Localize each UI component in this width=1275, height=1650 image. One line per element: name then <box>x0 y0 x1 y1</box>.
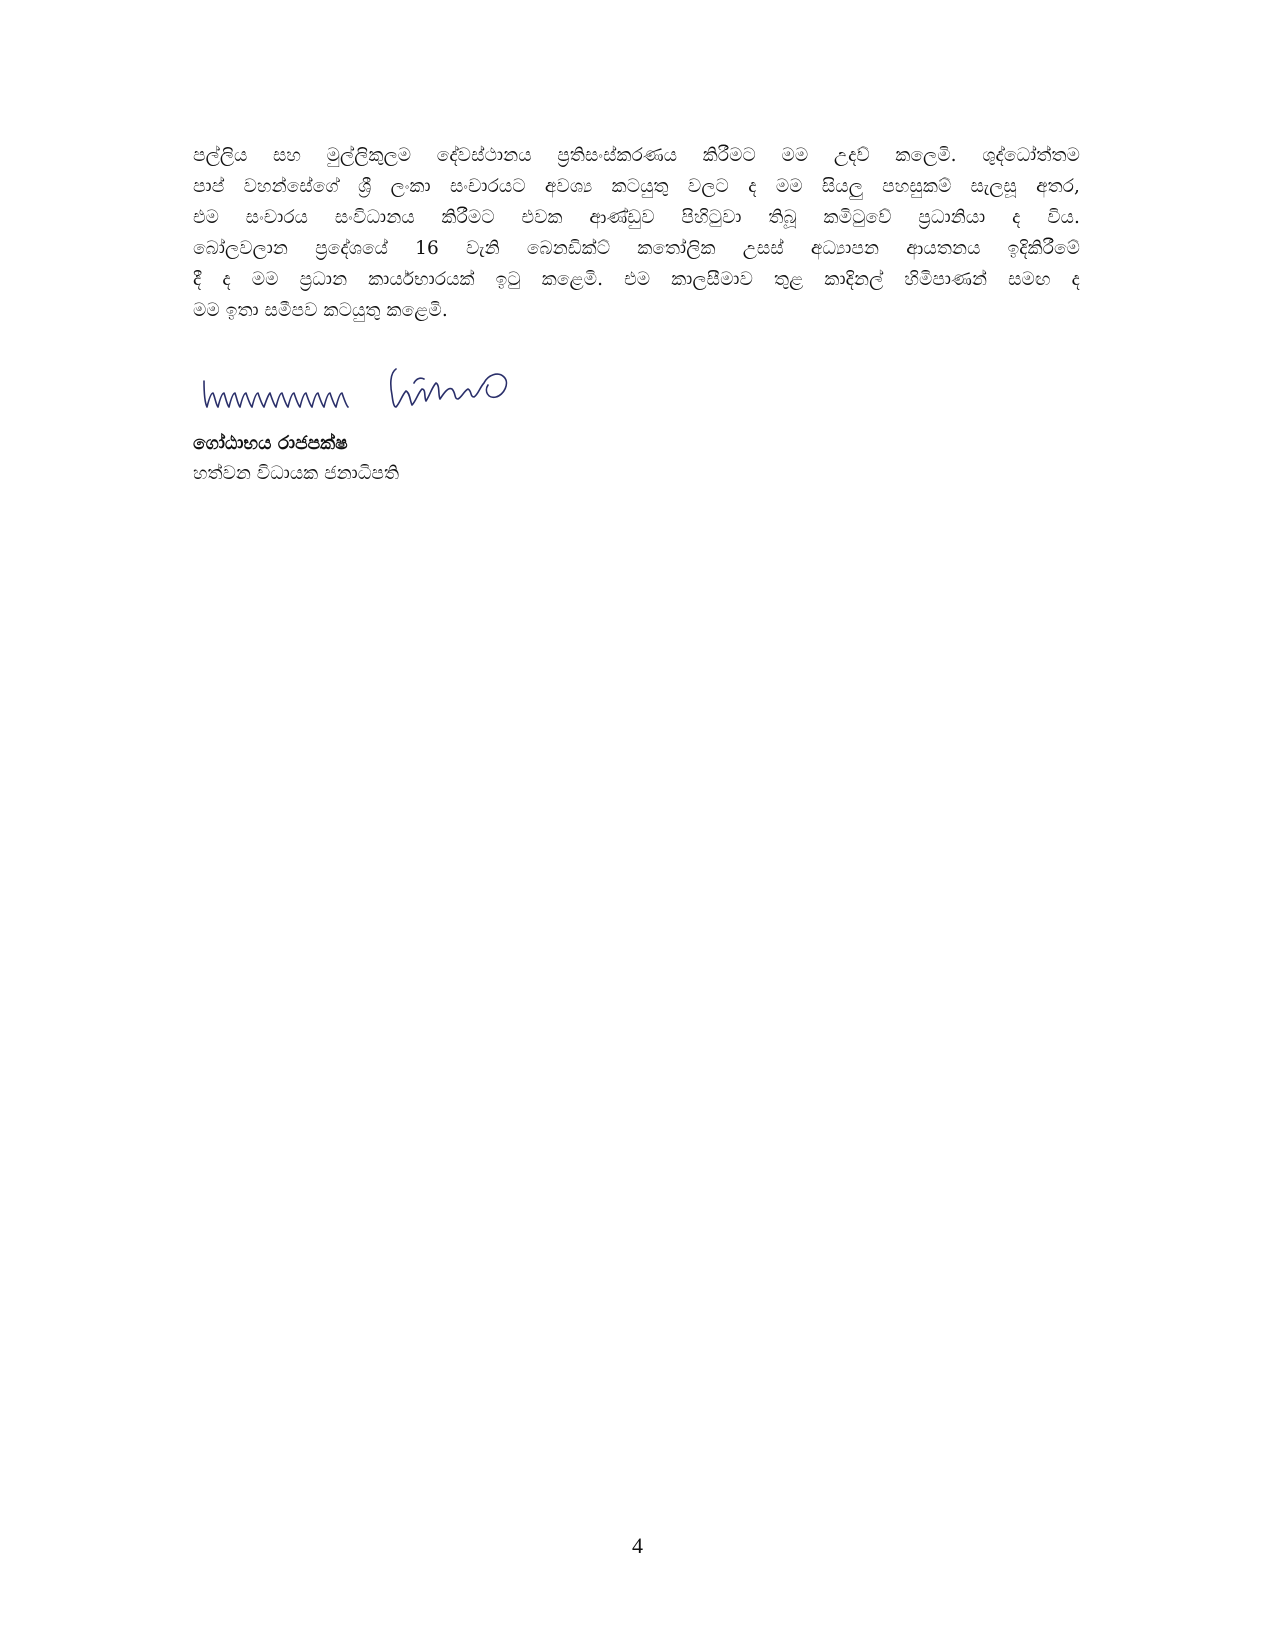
page-number: 4 <box>632 1533 643 1558</box>
handwritten-signature <box>200 363 545 417</box>
paragraph-line: මම ඉතා සමීපව කටයුතු කළෙමි. <box>193 300 448 321</box>
signer-name: ගෝඨාභය රාජපක්ෂ <box>193 433 348 454</box>
paragraph-line: දී ද මම ප්‍රධාන කාර්යභාරයක් ඉටු කළෙමි. එම කාලසීමාව තුළ කාදිනල් හිමිපාණන් සමඟ ද <box>193 269 1080 290</box>
paragraph-line: පාප් වහන්සේගේ ශ්‍රී ලංකා සංචාරයට අවශ්‍ය කටයුතු වලට ද මම සියලු පහසුකම් සැලසූ අතර, <box>193 176 1080 197</box>
paragraph-line: පල්ලිය සහ මුල්ලිකුලම දේවස්ථානය ප්‍රතිසංස්කරණය කිරීමට මම උදව් කලෙමි. ශුද්ධෝත්තම <box>193 145 1080 166</box>
paragraph-line: බෝලවලාන ප්‍රදේශයේ 16 වැනි බෙනඩික්ට් කතෝලික උසස් අධ්‍යාපන ආයතනය ඉදිකිරීමේ <box>193 238 1080 259</box>
paragraph-line: එම සංචාරය සංවිධානය කිරීමට එවක ආණ්ඩුව පිහිටුවා තිබූ කමිටුවේ ප්‍රධානියා ද විය. <box>193 207 1080 228</box>
body-paragraph <box>193 140 1080 326</box>
signer-title: හත්වන විධායක ජනාධිපති <box>193 463 399 484</box>
